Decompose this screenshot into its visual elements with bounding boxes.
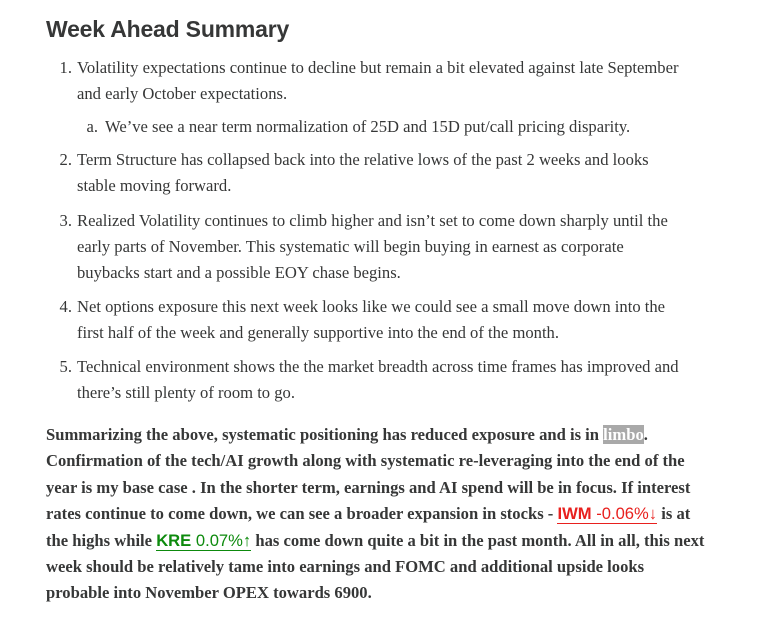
highlighted-text: limbo [603, 425, 644, 444]
summary-text: . Confirmation of the tech/AI growth along with systematic re-leveraging into the end of the year is my base case . In the shorter term, earnings and AI spend will be in focus. If interest rates continue to come down, we can see a broader expansion in stocks - [46, 425, 691, 524]
summary-paragraph [46, 422, 706, 607]
summary-text: is at the highs while [46, 504, 691, 550]
list-marker: 4. [59, 297, 72, 316]
list-marker: 1. [59, 58, 72, 77]
arrow-down-icon: ↓ [648, 504, 658, 524]
ticker-change: -0.06% [596, 504, 649, 524]
ticker-symbol: IWM [557, 504, 592, 524]
arrow-up-icon: ↑ [242, 530, 252, 550]
ticker-symbol: KRE [156, 530, 192, 550]
ticker-kre[interactable] [156, 531, 251, 551]
summary-text: has come down quite a bit in the past month. All in all, this next week should be relatively tame into earnings and FOMC and additional upside looks probable into November OPEX towards 6900. [46, 530, 705, 603]
list-item-text: Technical environment shows the the market breadth across time frames has improved and there’s still plenty of room to go. [77, 357, 679, 402]
list-item-text: Term Structure has collapsed back into the relative lows of the past 2 weeks and looks stable moving forward. [77, 150, 649, 195]
list-item-text: We’ve see a near term normalization of 25D and 15D put/call pricing disparity. [105, 117, 631, 136]
list-item-text: Realized Volatility continues to climb higher and isn’t set to come down sharply until the early parts of November. This systematic will begin buying in earnest as corporate buybacks start and a possible EOY chase begins. [77, 211, 668, 282]
list-item-text: Volatility expectations continue to decline but remain a bit elevated against late September and early October expectations. [77, 58, 679, 103]
ticker-iwm[interactable] [557, 504, 657, 524]
list-item-text: Net options exposure this next week looks like we could see a small move down into the first half of the week and generally supportive into the end of the month. [77, 297, 666, 342]
list-marker: 2. [59, 150, 72, 169]
section-title: Week Ahead Summary [46, 16, 290, 42]
list-marker: 5. [59, 357, 72, 376]
summary-text: Summarizing the above, systematic positioning has reduced exposure and is in [46, 425, 604, 444]
list-marker: a. [86, 117, 98, 136]
list-marker: 3. [59, 211, 72, 230]
ticker-change: 0.07% [195, 530, 243, 550]
